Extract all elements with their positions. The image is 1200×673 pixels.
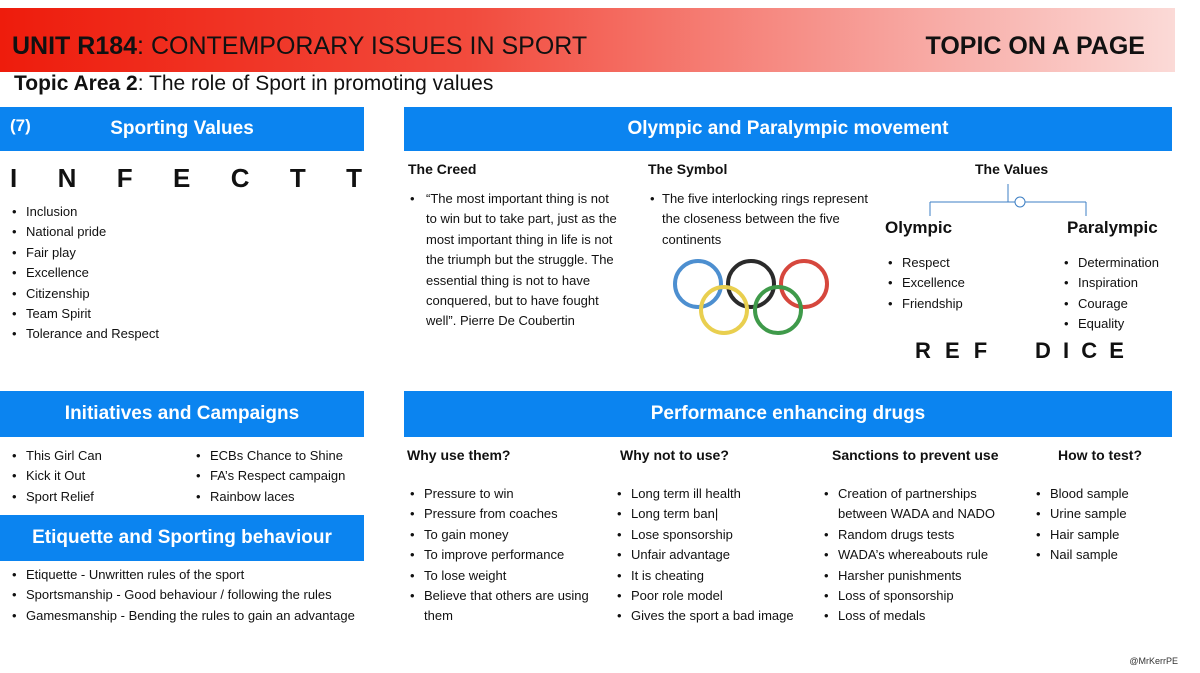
why-not-title: Why not to use? xyxy=(620,447,729,463)
acronym-letter: C xyxy=(230,163,250,193)
list-item: • WADA’s whereabouts rule xyxy=(820,545,1020,565)
list-item: • Unfair advantage xyxy=(613,545,794,565)
list-item: • Believe that others are using them xyxy=(406,586,596,627)
sporting-values-list xyxy=(8,202,159,345)
symbol-text: The five interlocking rings represent the closeness between the five continents xyxy=(662,191,868,247)
bullet: • xyxy=(650,191,655,206)
unit-title: UNIT R184: CONTEMPORARY ISSUES IN SPORT xyxy=(12,32,588,60)
values-connector xyxy=(918,180,1098,220)
title-banner xyxy=(0,8,1175,72)
list-item: • Fair play xyxy=(8,243,159,263)
list-item: • To improve performance xyxy=(406,545,596,565)
section-title: Performance enhancing drugs xyxy=(650,403,926,424)
initiatives-list-right xyxy=(192,446,345,507)
why-not-list xyxy=(613,484,794,627)
list-item: • Loss of medals xyxy=(820,606,1020,626)
list-item: • Pressure to win xyxy=(406,484,596,504)
list-item: • Citizenship xyxy=(8,284,159,304)
olympic-values-list xyxy=(884,253,965,314)
etiquette-list xyxy=(8,565,355,626)
symbol-description xyxy=(648,189,868,250)
list-item: • Inclusion xyxy=(8,202,159,222)
list-item: • Tolerance and Respect xyxy=(8,324,159,344)
ring-black-icon xyxy=(728,261,774,307)
ring-green-icon xyxy=(755,287,801,333)
list-item: • It is cheating xyxy=(613,566,794,586)
topic-area-heading: Topic Area 2: The role of Sport in promoting values xyxy=(14,72,494,95)
dice-acronym: D I C E xyxy=(1035,338,1124,363)
list-item: • Respect xyxy=(884,253,965,273)
list-item: • Blood sample xyxy=(1032,484,1129,504)
creed-text: “The most important thing is not to win but to take part, just as the most important thing in life is not the triumph but the struggle. The essential thing is not to have conquered, but to have fought well”. Pierre De Coubertin xyxy=(426,191,617,329)
list-item: • National pride xyxy=(8,222,159,242)
ring-blue-icon xyxy=(675,261,721,307)
section-title: Olympic and Paralympic movement xyxy=(627,118,949,139)
list-item: • Rainbow laces xyxy=(192,487,345,507)
list-item: • FA’s Respect campaign xyxy=(192,466,345,486)
list-item: • Equality xyxy=(1060,314,1159,334)
list-item: • Hair sample xyxy=(1032,525,1129,545)
author-handle: @MrKerrPE xyxy=(1129,656,1178,666)
acronym-letter: T xyxy=(289,163,306,193)
list-item: • ECBs Chance to Shine xyxy=(192,446,345,466)
list-item: • Determination xyxy=(1060,253,1159,273)
list-item: • Inspiration xyxy=(1060,273,1159,293)
acronym-letter: N xyxy=(57,163,77,193)
bullet: • xyxy=(410,191,415,206)
list-item: • Team Spirit xyxy=(8,304,159,324)
sanctions-title: Sanctions to prevent use xyxy=(832,447,999,463)
section-title: Initiatives and Campaigns xyxy=(64,403,300,424)
section-title: Sporting Values xyxy=(110,118,254,139)
list-item: • This Girl Can xyxy=(8,446,102,466)
list-item: • Creation of partnerships between WADA and NADO xyxy=(820,484,1020,525)
ring-red-icon xyxy=(781,261,827,307)
list-item: • Sportsmanship - Good behaviour / following the rules xyxy=(8,585,355,605)
section-title: Etiquette and Sporting behaviour xyxy=(32,527,332,548)
creed-title: The Creed xyxy=(408,161,477,177)
how-to-test-title: How to test? xyxy=(1058,447,1142,463)
olympic-rings-icon xyxy=(668,258,834,338)
list-item: • To gain money xyxy=(406,525,596,545)
ped-header xyxy=(404,391,1172,437)
list-item: • Gamesmanship - Bending the rules to gain an advantage xyxy=(8,606,355,626)
how-to-test-list xyxy=(1032,484,1129,566)
initiatives-header xyxy=(0,391,364,437)
list-item: • Nail sample xyxy=(1032,545,1129,565)
acronym-letter: I xyxy=(10,163,18,193)
list-item: • Friendship xyxy=(884,294,965,314)
list-item: • Sport Relief xyxy=(8,487,102,507)
etiquette-header xyxy=(0,515,364,561)
list-item: • Pressure from coaches xyxy=(406,504,596,524)
acronym-letter: T xyxy=(346,163,362,193)
ring-yellow-icon xyxy=(701,287,747,333)
list-item: • Kick it Out xyxy=(8,466,102,486)
list-item: • Etiquette - Unwritten rules of the sport xyxy=(8,565,355,585)
creed-quote xyxy=(408,189,620,332)
list-item: • Long term ill health xyxy=(613,484,794,504)
initiatives-list-left xyxy=(8,446,102,507)
list-item: • To lose weight xyxy=(406,566,596,586)
list-item: • Harsher punishments xyxy=(820,566,1020,586)
list-item: • Excellence xyxy=(884,273,965,293)
sanctions-list xyxy=(820,484,1020,627)
list-item: • Random drugs tests xyxy=(820,525,1020,545)
why-use-title: Why use them? xyxy=(407,447,511,463)
sporting-values-header xyxy=(0,107,364,151)
values-title: The Values xyxy=(975,161,1049,177)
list-item: • Loss of sponsorship xyxy=(820,586,1020,606)
acronym-letter: F xyxy=(116,163,133,193)
list-item: • Gives the sport a bad image xyxy=(613,606,794,626)
symbol-title: The Symbol xyxy=(648,161,728,177)
ref-acronym: R E F xyxy=(915,338,988,363)
paralympic-values-list xyxy=(1060,253,1159,335)
why-use-list xyxy=(406,484,596,627)
list-item: • Urine sample xyxy=(1032,504,1129,524)
olympic-movement-header xyxy=(404,107,1172,151)
list-item: • Poor role model xyxy=(613,586,794,606)
section-number: (7) xyxy=(10,116,31,135)
list-item: • Excellence xyxy=(8,263,159,283)
list-item: • Lose sponsorship xyxy=(613,525,794,545)
olympic-values-title: Olympic xyxy=(885,218,953,237)
topic-on-a-page-label: TOPIC ON A PAGE xyxy=(925,32,1145,60)
list-item: • Long term ban| xyxy=(613,504,794,524)
infectt-acronym xyxy=(10,163,362,194)
list-item: • Courage xyxy=(1060,294,1159,314)
paralympic-values-title: Paralympic xyxy=(1067,218,1158,237)
acronym-letter: E xyxy=(172,163,191,193)
